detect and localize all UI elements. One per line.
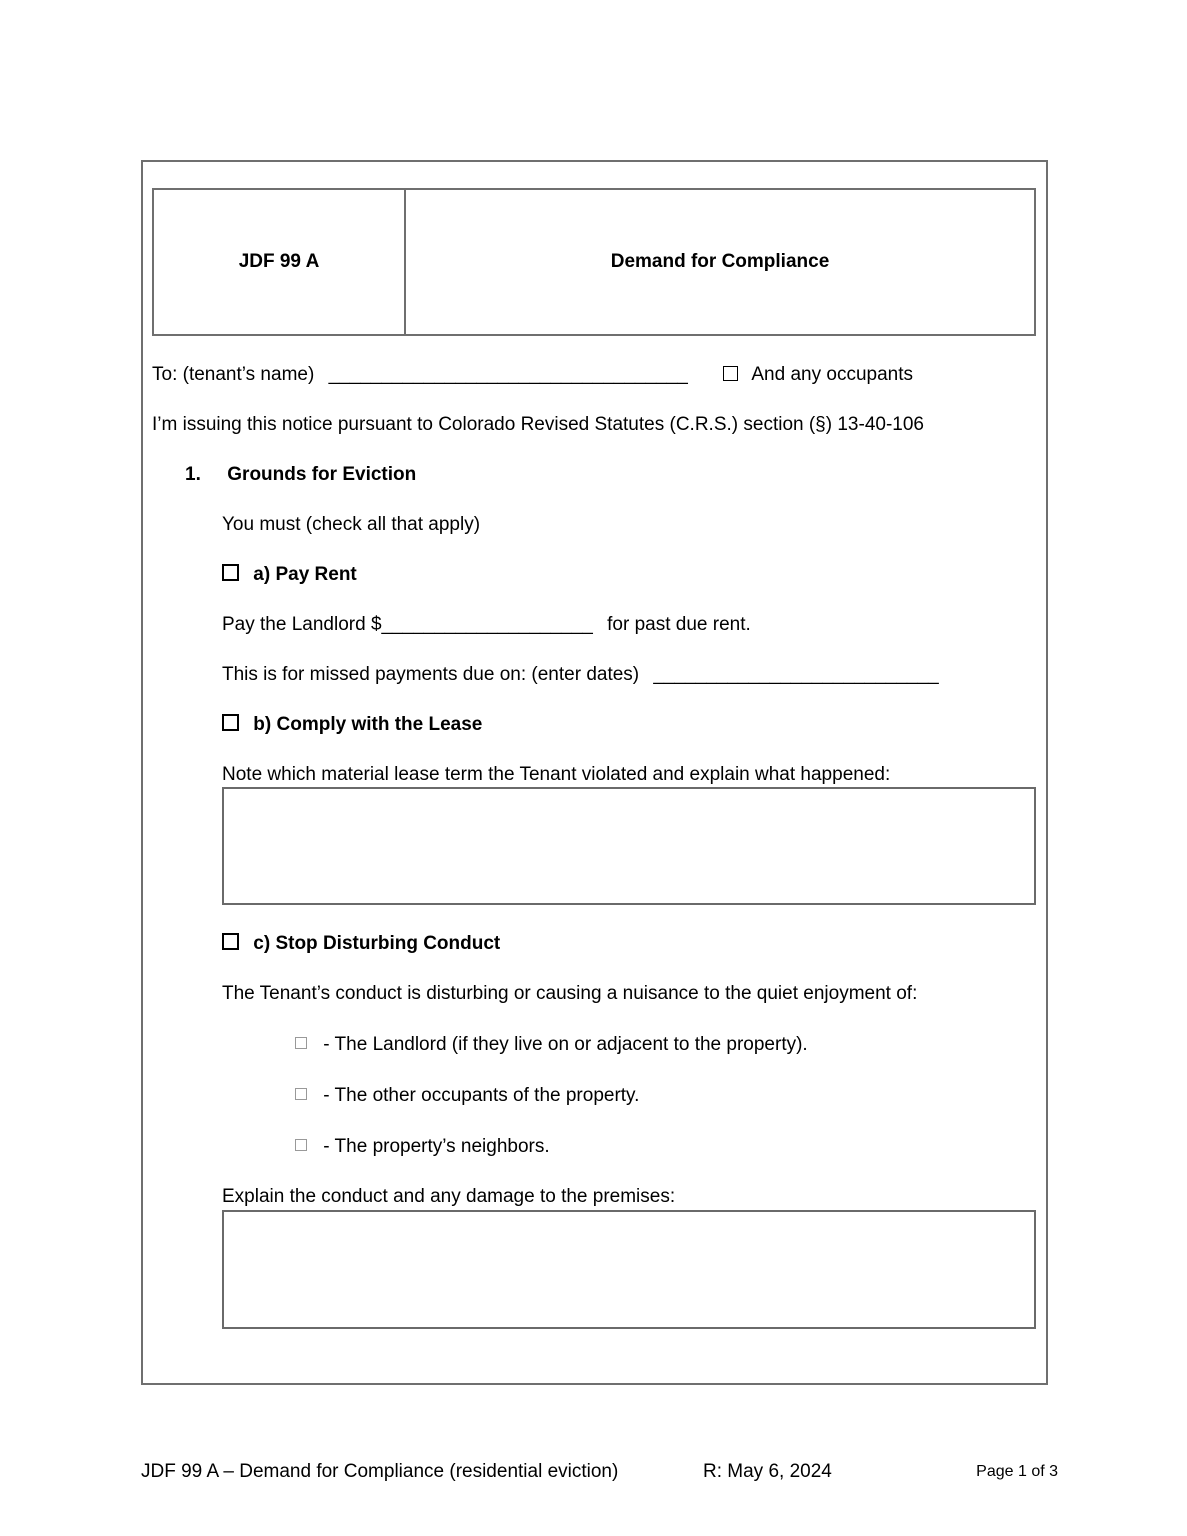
pay-rent-checkbox[interactable] xyxy=(222,564,239,581)
item-a-label: a) Pay Rent xyxy=(253,564,357,585)
conduct-target-item xyxy=(295,1083,1036,1109)
landlord-checkbox[interactable] xyxy=(295,1037,307,1049)
conduct-explain-label: Explain the conduct and any damage to the premises: xyxy=(222,1186,676,1207)
item-a-heading xyxy=(222,562,1036,588)
occupants-label: And any occupants xyxy=(751,364,913,385)
section-1-number: 1. xyxy=(185,464,201,485)
form-number: JDF 99 A xyxy=(238,251,320,272)
form-title: Demand for Compliance xyxy=(610,251,830,272)
form-header-table xyxy=(152,188,1036,336)
item-c-label: c) Stop Disturbing Conduct xyxy=(253,933,501,954)
conduct-target-label: - The Landlord (if they live on or adjacent to the property). xyxy=(323,1034,808,1055)
check-instruction: You must (check all that apply) xyxy=(222,514,481,535)
footer-revision-date: R: May 6, 2024 xyxy=(703,1461,832,1482)
section-1-title: Grounds for Eviction xyxy=(227,464,417,485)
conduct-target-item xyxy=(295,1032,1036,1058)
form-title-cell xyxy=(406,190,1034,334)
form-number-cell xyxy=(154,190,406,334)
conduct-target-label: - The other occupants of the property. xyxy=(323,1085,640,1106)
missed-payments-line xyxy=(222,662,1036,688)
occupants-affected-checkbox[interactable] xyxy=(295,1088,307,1100)
dates-field[interactable]: ___________________________ xyxy=(653,664,939,685)
occupants-checkbox[interactable] xyxy=(723,366,738,381)
statute-line: I’m issuing this notice pursuant to Colorado Revised Statutes (C.R.S.) section (§) 13-40-106 xyxy=(152,414,924,435)
conduct-intro: The Tenant’s conduct is disturbing or causing a nuisance to the quiet enjoyment of: xyxy=(222,983,918,1004)
pay-suffix: for past due rent. xyxy=(607,614,751,635)
item-c-heading xyxy=(222,931,1036,957)
tenant-name-field[interactable]: __________________________________ xyxy=(328,364,688,385)
pay-prefix: Pay the Landlord $ xyxy=(222,614,382,635)
form-border xyxy=(141,160,1048,1385)
comply-lease-checkbox[interactable] xyxy=(222,714,239,731)
lease-violation-textbox[interactable] xyxy=(222,787,1036,905)
item-b-label: b) Comply with the Lease xyxy=(253,714,483,735)
conduct-target-label: - The property’s neighbors. xyxy=(323,1136,550,1157)
footer-page-number: Page 1 of 3 xyxy=(976,1463,1058,1480)
conduct-explanation-textbox[interactable] xyxy=(222,1210,1036,1329)
to-label: To: (tenant’s name) xyxy=(152,364,315,385)
neighbors-checkbox[interactable] xyxy=(295,1139,307,1151)
missed-prefix: This is for missed payments due on: (enter dates) xyxy=(222,664,640,685)
recipient-line xyxy=(152,362,1036,388)
section-1-heading xyxy=(152,462,1036,488)
disturbing-conduct-checkbox[interactable] xyxy=(222,933,239,950)
lease-violation-label: Note which material lease term the Tenant violated and explain what happened: xyxy=(222,764,891,785)
conduct-target-item xyxy=(295,1134,1036,1160)
footer-document-title: JDF 99 A – Demand for Compliance (residential eviction) xyxy=(141,1461,619,1482)
amount-field[interactable]: ____________________ xyxy=(381,614,593,635)
item-b-heading xyxy=(222,712,1036,738)
pay-rent-line xyxy=(222,612,1036,638)
